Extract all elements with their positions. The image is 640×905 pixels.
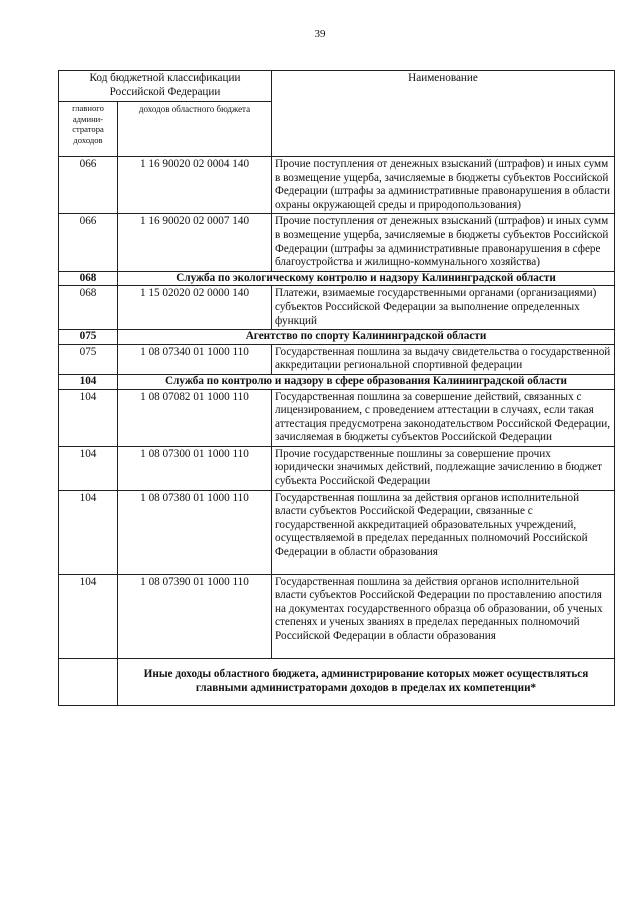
- table-row: [59, 157, 615, 214]
- section-admin-code: 104: [59, 374, 118, 389]
- section-row: [59, 330, 615, 345]
- section-title: Агентство по спорту Калининградской области: [118, 330, 615, 345]
- admin-code-cell: 068: [59, 286, 118, 330]
- table-row: [59, 490, 615, 574]
- admin-code-cell: 075: [59, 344, 118, 374]
- admin-code-cell: 104: [59, 574, 118, 658]
- footer-empty-cell: [59, 658, 118, 705]
- admin-code-cell: 104: [59, 490, 118, 574]
- table-row: [59, 446, 615, 490]
- name-cell: Прочие поступления от денежных взысканий (штрафов) и иных сумм в возмещение ущерба, зачисляемые в бюджеты субъектов Российской Федерации (штрафы за административные правонарушения в сфере благоустройства и жилищно-коммунального хозяйства): [272, 214, 615, 271]
- table-row: [59, 574, 615, 658]
- footer-text: Иные доходы областного бюджета, администрирование которых может осуществляться главными администраторами доходов в пределах их компетенции*: [118, 658, 615, 705]
- name-cell: Государственная пошлина за выдачу свидетельства о государственной аккредитации региональной спортивной федерации: [272, 344, 615, 374]
- section-row: [59, 374, 615, 389]
- budget-code-cell: 1 08 07390 01 1000 110: [118, 574, 272, 658]
- table-header-row: [59, 71, 615, 102]
- name-cell: Прочие поступления от денежных взысканий (штрафов) и иных сумм в возмещение ущерба, зачисляемые в бюджеты субъектов Российской Федерации (штрафы за административные правонарушения в области охраны окружающей среды и природопользования): [272, 157, 615, 214]
- name-cell: Государственная пошлина за действия органов исполнительной власти субъектов Российской Федерации, связанные с государственной аккредитацией образовательных учреждений, осуществляемой в пределах переданных полномочий Российской Федерации в области образования: [272, 490, 615, 574]
- budget-code-cell: 1 08 07300 01 1000 110: [118, 446, 272, 490]
- section-admin-code: 068: [59, 271, 118, 286]
- section-row: [59, 271, 615, 286]
- budget-code-group-header: Код бюджетной классификации Российской Федерации: [59, 71, 272, 102]
- budget-code-cell: 1 08 07380 01 1000 110: [118, 490, 272, 574]
- budget-code-cell: 1 16 90020 02 0004 140: [118, 157, 272, 214]
- section-admin-code: 075: [59, 330, 118, 345]
- name-cell: Государственная пошлина за совершение действий, связанных с лицензированием, с проведением аттестации в случаях, если такая аттестация предусмотрена законодательством Российской Федерации, зачисляемая в бюджеты субъектов Российской Федерации: [272, 389, 615, 446]
- budget-code-cell: 1 16 90020 02 0007 140: [118, 214, 272, 271]
- budget-classification-table: [58, 70, 615, 706]
- admin-code-cell: 104: [59, 389, 118, 446]
- budget-code-cell: 1 08 07340 01 1000 110: [118, 344, 272, 374]
- admin-code-cell: 104: [59, 446, 118, 490]
- admin-code-cell: 066: [59, 214, 118, 271]
- table-row: [59, 214, 615, 271]
- table-body: [59, 157, 615, 706]
- table-row: [59, 389, 615, 446]
- section-title: Служба по контролю и надзору в сфере образования Калининградской области: [118, 374, 615, 389]
- name-column-header: Наименование: [272, 71, 615, 157]
- budget-code-cell: 1 15 02020 02 0000 140: [118, 286, 272, 330]
- page-number: 39: [314, 28, 326, 40]
- admin-code-cell: 066: [59, 157, 118, 214]
- admin-column-header: главного админи-стратора доходов: [59, 102, 118, 157]
- name-cell: Платежи, взимаемые государственными органами (организациями) субъектов Российской Федерации за выполнение определенных функций: [272, 286, 615, 330]
- table-row: [59, 344, 615, 374]
- budget-code-cell: 1 08 07082 01 1000 110: [118, 389, 272, 446]
- table-row: [59, 286, 615, 330]
- income-column-header: доходов областного бюджета: [118, 102, 272, 157]
- footer-row: [59, 658, 615, 705]
- name-cell: Государственная пошлина за действия органов исполнительной власти субъектов Российской Федерации по проставлению апостиля на документах государственного образца об образовании, об ученых степенях и ученых званиях в пределах переданных полномочий Российской Федерации в области образования: [272, 574, 615, 658]
- name-cell: Прочие государственные пошлины за совершение прочих юридически значимых действий, подлежащие зачислению в бюджет субъекта Российской Федерации: [272, 446, 615, 490]
- section-title: Служба по экологическому контролю и надзору Калининградской области: [118, 271, 615, 286]
